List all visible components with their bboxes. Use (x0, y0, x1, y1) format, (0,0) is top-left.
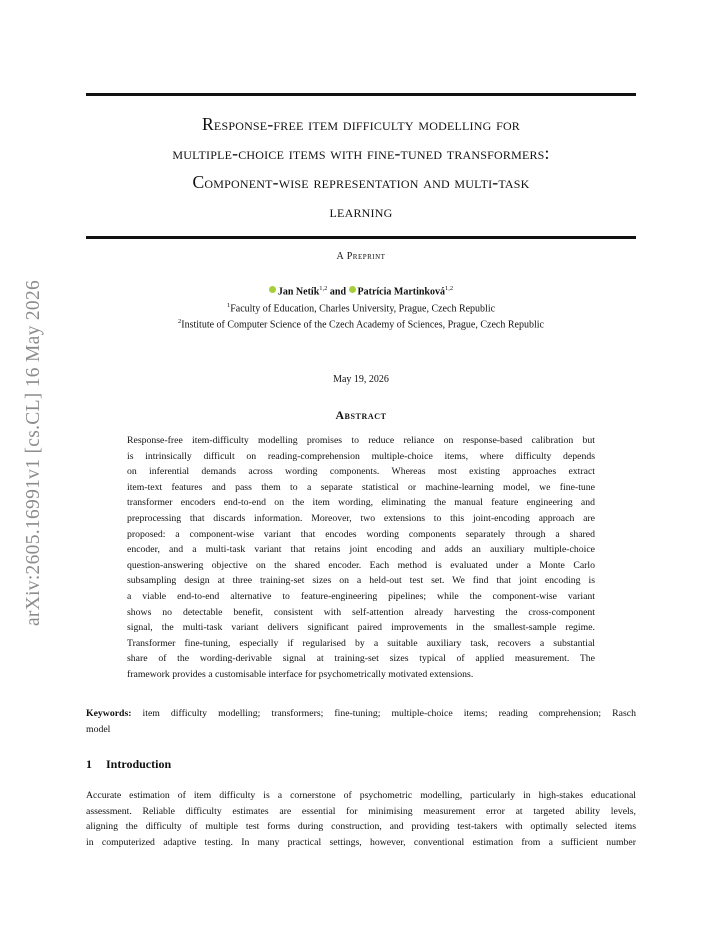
abstract-body (127, 433, 595, 683)
title-line: Component-wise representation and multi-task (192, 172, 530, 192)
abstract-line: on inferential demands across wording components. Whereas most existing approaches extract (127, 466, 595, 478)
intro-line: Accurate estimation of item difficulty is a cornerstone of psychometric modelling, particularly in high-stakes educational (86, 790, 636, 801)
author-name: Patrícia Martinková (357, 286, 445, 298)
abstract-line: framework provides a customisable interface for psychometrically motivated extensions. (127, 668, 474, 680)
keywords-label: Keywords: (86, 708, 132, 719)
orcid-icon[interactable] (349, 286, 356, 293)
affiliation (86, 318, 636, 330)
affiliation-mark: 2 (178, 318, 182, 325)
abstract-line: item-text features and pass them to a separate statistical or machine-learning model, we fine-tune (127, 481, 595, 493)
affiliation-text: Institute of Computer Science of the Czech Academy of Sciences, Prague, Czech Republic (181, 319, 544, 331)
title-line: Response-free item difficulty modelling for (201, 114, 521, 134)
author-conjunction: and (329, 286, 347, 298)
abstract-line: is intrinsically difficult on reading-comprehension multiple-choice items, where difficulty depends (127, 450, 595, 462)
preprint-label: A Preprint (336, 251, 386, 262)
author-affil-mark: 1,2 (319, 285, 328, 292)
orcid-icon[interactable] (269, 286, 276, 293)
abstract-line: question-answering objective on the shared encoder. Each method is evaluated under a Monte Carlo (127, 559, 595, 571)
title-line: multiple-choice items with fine-tuned transformers: (172, 143, 550, 163)
introduction-body (86, 788, 636, 850)
author-name: Jan Netík (277, 286, 320, 298)
author-list (86, 285, 636, 297)
abstract-line: Response-free item-difficulty modelling promises to reduce reliance on response-based calibration but (127, 435, 595, 446)
title-rule-top (86, 93, 636, 96)
section-title: Introduction (106, 757, 172, 771)
arxiv-stamp (16, 258, 52, 648)
abstract-line: shows no detectable benefit, consistent with self-attention already harvesting the cross-component (127, 606, 595, 618)
arxiv-id: arXiv:2605.16991v1 [cs.CL] 16 May 2026 (23, 279, 44, 627)
abstract-line: proposed: a component-wise variant that encodes wording components separately through a shared (127, 528, 595, 540)
affiliation-mark: 1 (226, 302, 231, 309)
abstract-line: signal, the multi-task variant delivers significant paired improvements in the smallest-sample regime. (127, 622, 595, 634)
abstract-heading: Abstract (335, 408, 387, 422)
keywords (86, 706, 636, 737)
keywords-text: item difficulty modelling; transformers; fine-tuning; multiple-choice items; reading comprehension; Rasch (142, 708, 636, 719)
title-rule-bottom (86, 236, 636, 239)
intro-line: in computerized adaptive testing. In many practical settings, however, conventional estimation from a sufficient number (86, 836, 636, 848)
intro-line: assessment. Reliable difficulty estimates are essential for minimising measurement error at targeted ability levels, (86, 805, 636, 817)
author-affil-mark: 1,2 (445, 285, 454, 292)
abstract-line: subsampling design at three training-set sizes on a held-out test set. We find that joint encoding is (127, 575, 595, 587)
intro-line: aligning the difficulty of multiple test forms during construction, and providing test-takers with optimally selected items (86, 821, 636, 833)
abstract-line: a viable end-to-end alternative to feature-engineering pipelines; while the component-wise variant (127, 590, 595, 602)
section-heading (86, 757, 636, 772)
abstract-line: preprocessing that discards information. Moreover, two extensions to this joint-encoding approach are (127, 512, 595, 524)
keywords-line (86, 706, 636, 722)
affiliation (86, 302, 636, 314)
paper-title (86, 110, 636, 226)
abstract-line: share of the wording-derivable signal at training-set sizes typical of applied measurement. The (127, 653, 595, 665)
abstract-line: transformer encoders end-to-end on the item wording, eliminating the manual feature engineering and (127, 497, 595, 509)
title-line: learning (329, 201, 393, 221)
abstract-line: encoder, and a multi-task variant that retains joint encoding and adds an auxiliary multiple-choice (127, 544, 595, 556)
section-number: 1 (86, 757, 92, 771)
publication-date: May 19, 2026 (333, 374, 389, 385)
affiliation-text: Faculty of Education, Charles University, Prague, Czech Republic (230, 303, 496, 315)
keywords-line: model (86, 723, 111, 735)
abstract-line: Transformer fine-tuning, especially if regularised by a suitable auxiliary task, recovers a substantial (127, 637, 595, 649)
